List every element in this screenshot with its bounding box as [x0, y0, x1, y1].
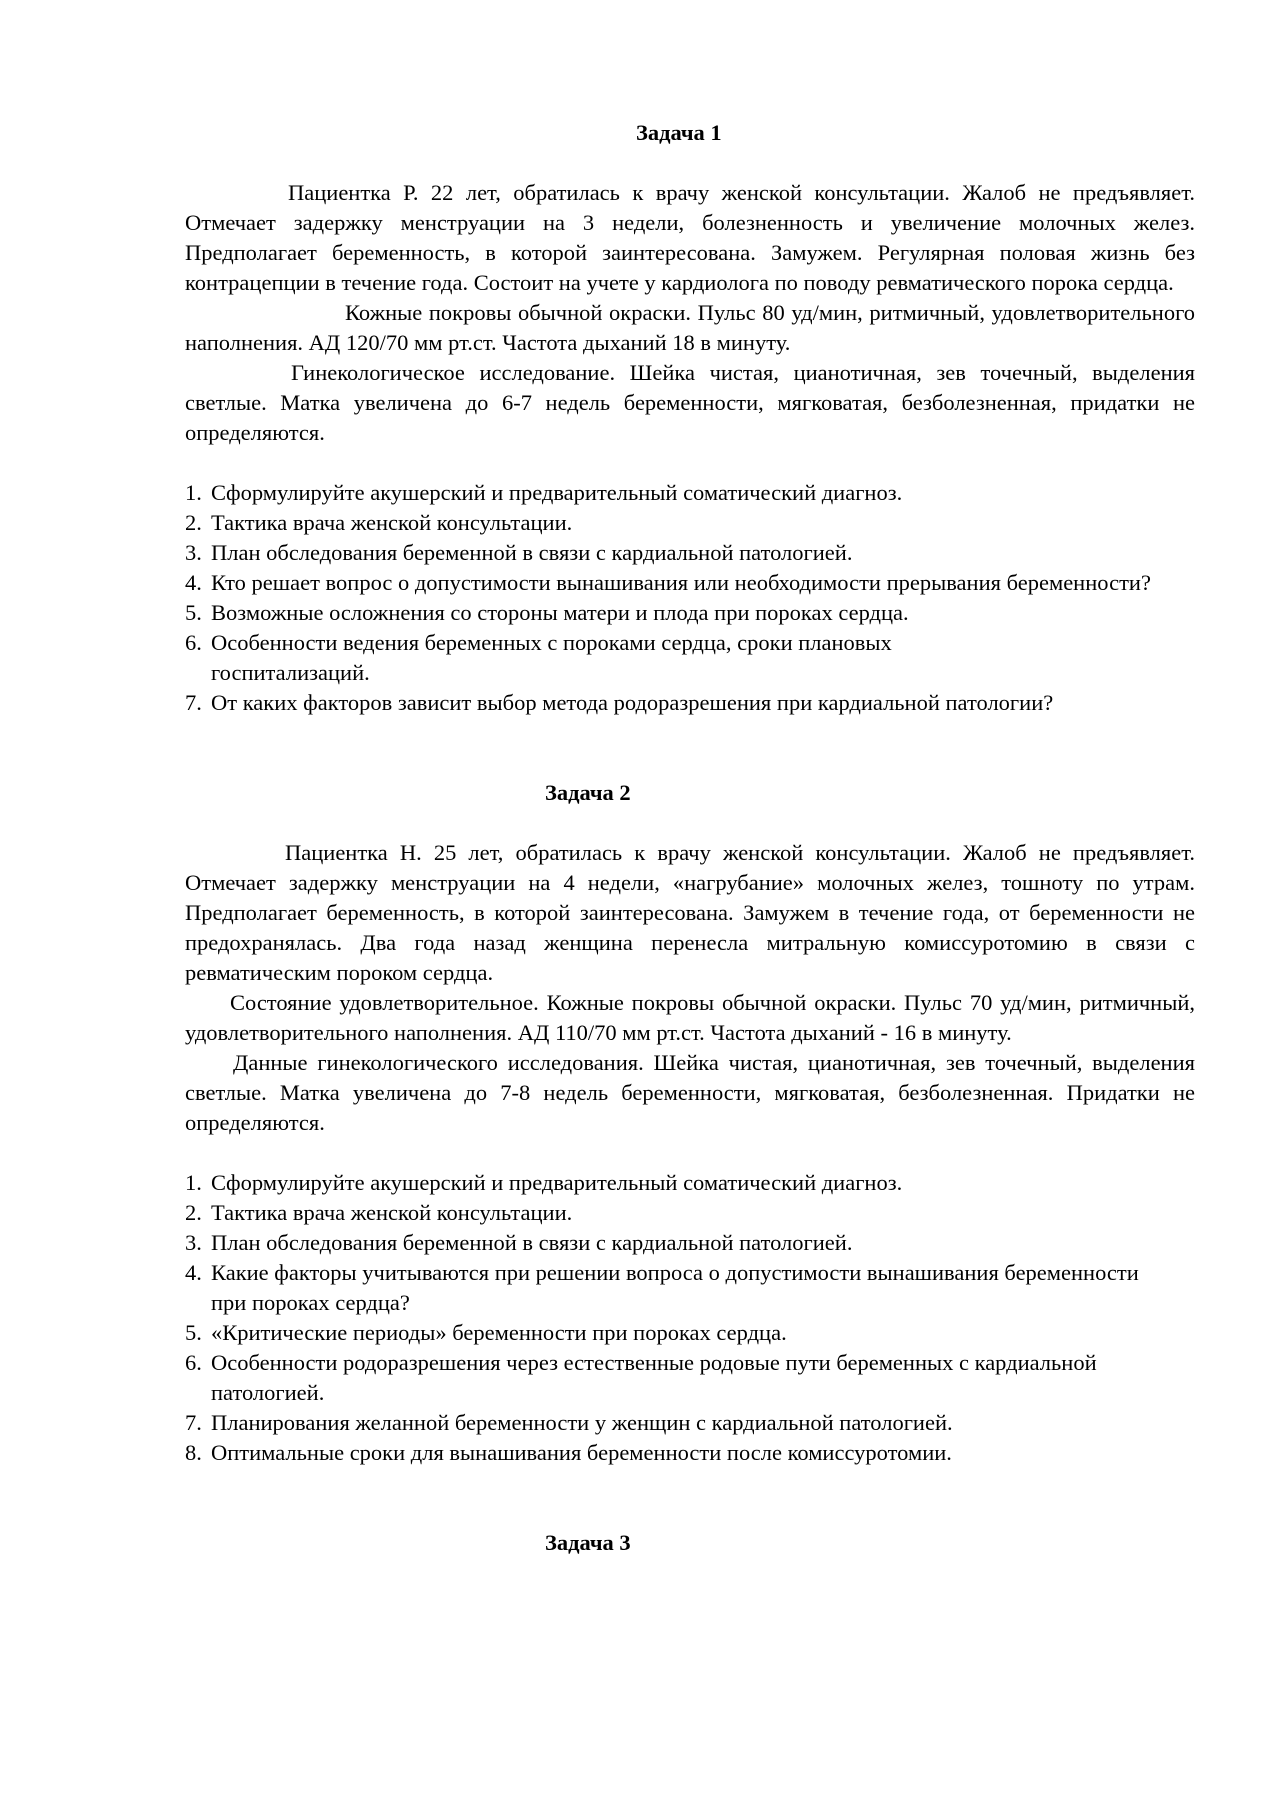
document-page	[185, 118, 1195, 1558]
task-2	[185, 778, 1195, 1468]
task-2-paragraph-1: Пациентка Н. 25 лет, обратилась к врачу женской консультации. Жалоб не предъявляет. Отмечает задержку менструации на 4 недели, «нагрубание» молочных желез, тошноту по утрам. Предполагает беременность, в которой заинтересована. Замужем в течение года, от беременности не предохранялась. Два года назад женщина перенесла митральную комиссуротомию в связи с ревматическим пороком сердца.	[185, 840, 1195, 985]
task-1-paragraph-3: Гинекологическое исследование. Шейка чистая, цианотичная, зев точечный, выделения светлые. Матка увеличена до 6-7 недель беременности, мягковатая, безболезненная, придатки не определяются.	[185, 360, 1195, 445]
list-item: 5. «Критические периоды» беременности при пороках сердца.	[185, 1320, 787, 1345]
list-item: 7. Планирования желанной беременности у женщин с кардиальной патологией.	[185, 1410, 953, 1435]
task-1-paragraph-1: Пациентка Р. 22 лет, обратилась к врачу женской консультации. Жалоб не предъявляет. Отмечает задержку менструации на 3 недели, болезненность и увеличение молочных желез. Предполагает беременность, в которой заинтересована. Замужем. Регулярная половая жизнь без контрацепции в течение года. Состоит на учете у кардиолога по поводу ревматического порока сердца.	[185, 180, 1195, 295]
list-item: 3. План обследования беременной в связи с кардиальной патологией.	[185, 540, 853, 565]
list-item: 2. Тактика врача женской консультации.	[185, 510, 573, 535]
task-1	[185, 118, 1195, 718]
task-3	[185, 1528, 1195, 1558]
list-item: 5. Возможные осложнения со стороны матери и плода при пороках сердца.	[185, 600, 909, 625]
task-1-title: Задача 1	[636, 120, 722, 145]
list-item: 3. План обследования беременной в связи с кардиальной патологией.	[185, 1230, 853, 1255]
list-item: 8. Оптимальные сроки для вынашивания беременности после комиссуротомии.	[185, 1440, 952, 1465]
list-item: 1. Сформулируйте акушерский и предварительный соматический диагноз.	[185, 1170, 903, 1195]
task-2-title: Задача 2	[545, 780, 631, 805]
list-item: 6. Особенности родоразрешения через естественные родовые пути беременных с кардиальной патологией.	[185, 1350, 1097, 1405]
list-item: 6. Особенности ведения беременных с пороками сердца, сроки плановых госпитализаций.	[185, 630, 892, 685]
task-2-paragraph-2: Состояние удовлетворительное. Кожные покровы обычной окраски. Пульс 70 уд/мин, ритмичный, удовлетворительного наполнения. АД 110/70 мм рт.ст. Частота дыханий - 16 в минуту.	[185, 990, 1195, 1045]
task-2-paragraph-3: Данные гинекологического исследования. Шейка чистая, цианотичная, зев точечный, выделения светлые. Матка увеличена до 7-8 недель беременности, мягковатая, безболезненная. Придатки не определяются.	[185, 1050, 1195, 1135]
task-1-paragraph-2: Кожные покровы обычной окраски. Пульс 80 уд/мин, ритмичный, удовлетворительного наполнения. АД 120/70 мм рт.ст. Частота дыханий 18 в минуту.	[185, 300, 1195, 355]
task-1-questions	[185, 478, 1195, 718]
task-2-questions	[185, 1168, 1195, 1468]
list-item: 4. Кто решает вопрос о допустимости вынашивания или необходимости прерывания беременности?	[185, 570, 1151, 595]
list-item: 2. Тактика врача женской консультации.	[185, 1200, 573, 1225]
list-item: 7. От каких факторов зависит выбор метода родоразрешения при кардиальной патологии?	[185, 690, 1054, 715]
task-3-title: Задача 3	[545, 1530, 631, 1555]
list-item: 1. Сформулируйте акушерский и предварительный соматический диагноз.	[185, 480, 903, 505]
list-item: 4. Какие факторы учитываются при решении вопроса о допустимости вынашивания беременности при пороках сердца?	[185, 1260, 1139, 1315]
